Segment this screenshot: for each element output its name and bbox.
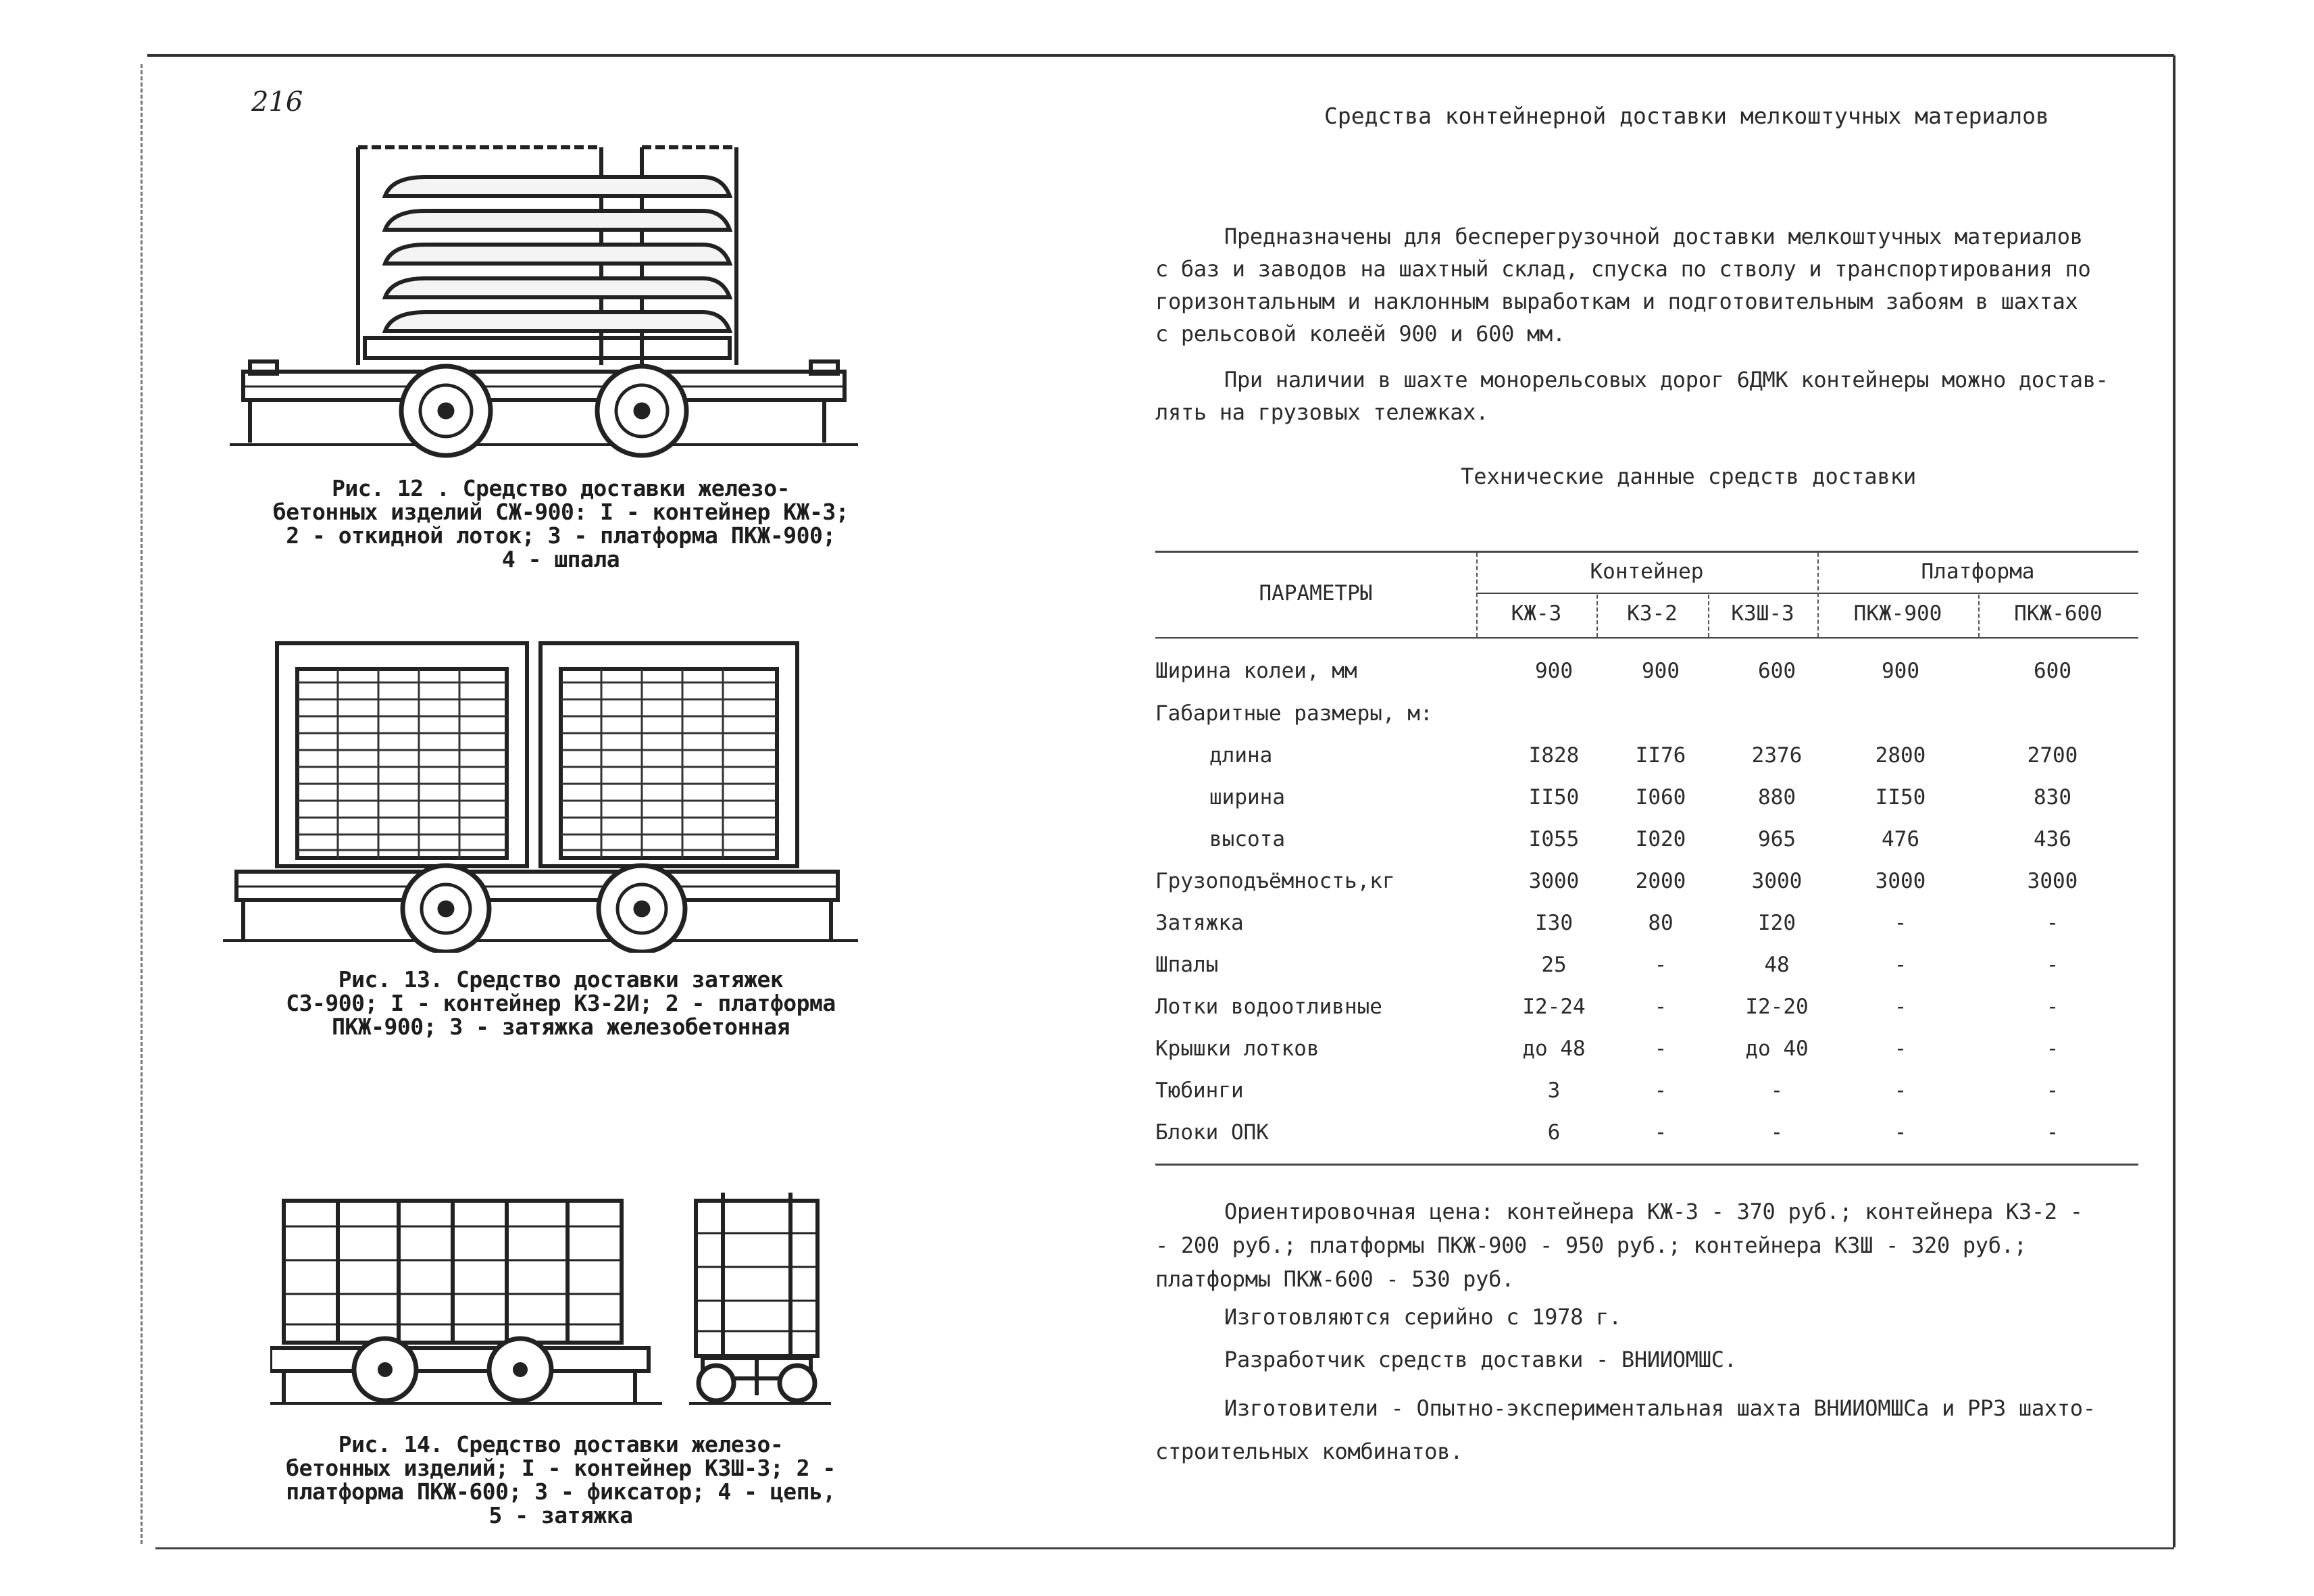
figure-13-caption-line-2: СЗ-900; I - контейнер КЗ-2И; 2 - платформа	[286, 990, 836, 1016]
table-cell: -	[2046, 911, 2059, 935]
table-row-label: Ширина колеи, мм	[1155, 659, 1357, 683]
developer-note	[1155, 1343, 2142, 1376]
table-cell: -	[1654, 1037, 1667, 1061]
price-line-1: Ориентировочная цена: контейнера КЖ-3 - 370 руб.; контейнера КЗ-2 -	[1224, 1199, 2083, 1224]
table-cell: -	[1770, 1078, 1784, 1103]
table-col-header-3: КЗШ-3	[1731, 601, 1794, 626]
table-row-label: Грузоподъёмность,кг	[1155, 869, 1395, 893]
serial-line: Изготовляются серийно с 1978 г.	[1224, 1304, 1621, 1330]
table-cell: 600	[2034, 659, 2071, 683]
figure-14-drawing	[270, 1193, 865, 1416]
table-cell: 80	[1648, 911, 1674, 935]
table-col-header-2: КЗ-2	[1627, 601, 1678, 626]
frame-right-border	[2173, 55, 2175, 1547]
table-row-label: Шпалы	[1155, 953, 1219, 977]
table-cell: -	[2046, 1120, 2059, 1145]
table-row-label: Крышки лотков	[1155, 1037, 1319, 1061]
table-cell: I020	[1635, 827, 1686, 851]
table-group-platform: Платформа	[1921, 559, 2035, 584]
table-cell: -	[1894, 1037, 1907, 1061]
figure-12-caption-line-2: бетонных изделий СЖ-900: I - контейнер КЖ-3;	[272, 499, 849, 525]
table-top-rule	[1155, 551, 2138, 553]
intro-p1-line-4: с рельсовой колеёй 900 и 600 мм.	[1155, 321, 1565, 347]
maker-line-1: Изготовители - Опытно-экспериментальная шахта ВНИИОМШСа и РРЗ шахто-	[1224, 1395, 2096, 1421]
table-cell: 3000	[2027, 869, 2078, 893]
table-cell: I2-24	[1522, 995, 1586, 1019]
table-cell: до 40	[1745, 1037, 1809, 1061]
table-cell: 436	[2034, 827, 2071, 851]
table-group-rule	[1476, 593, 2138, 594]
table-cell: 6	[1547, 1120, 1561, 1145]
table-cell: 965	[1758, 827, 1796, 851]
table-cell: -	[1654, 995, 1667, 1019]
table-cell: 2800	[1875, 743, 1926, 768]
serial-note	[1155, 1301, 2142, 1333]
table-cell: -	[1894, 1078, 1907, 1103]
table-row-label: высота	[1209, 827, 1285, 851]
figure-13-drawing	[223, 635, 872, 953]
table-cell: -	[1894, 911, 1907, 935]
table-cell: 900	[1882, 659, 1919, 683]
page-number: 216	[251, 86, 303, 118]
table-cell: 3	[1547, 1078, 1561, 1103]
price-paragraph	[1155, 1195, 2142, 1296]
table-cell: 476	[1882, 827, 1919, 851]
figure-14-caption-line-4: 5 - затяжка	[488, 1502, 633, 1528]
table-cell: -	[1654, 953, 1667, 977]
figure-14-caption	[257, 1432, 865, 1527]
intro-paragraph-1	[1155, 220, 2142, 350]
figure-12-caption-line-3: 2 - откидной лоток; 3 - платформа ПКЖ-900;	[286, 522, 836, 549]
figure-12-drawing	[223, 135, 872, 473]
table-cell: 48	[1764, 953, 1790, 977]
table-cell: -	[1770, 1120, 1784, 1145]
maker-paragraph	[1155, 1387, 2142, 1473]
table-cell: I30	[1535, 911, 1573, 935]
table-cell: -	[1894, 1120, 1907, 1145]
section-title: Средства контейнерной доставки мелкоштучных материалов	[1324, 103, 2049, 129]
frame-bottom-border	[155, 1547, 2174, 1549]
table-cell: I20	[1758, 911, 1796, 935]
table-cell: 2376	[1751, 743, 1803, 768]
frame-top-border	[147, 54, 2174, 57]
table-col-header-1: КЖ-3	[1511, 601, 1562, 626]
maker-line-2: строительных комбинатов.	[1155, 1439, 1463, 1464]
table-cell: 3000	[1528, 869, 1580, 893]
table-col-header-5: ПКЖ-600	[2014, 601, 2103, 626]
table-group-container: Контейнер	[1590, 559, 1704, 584]
table-cell: I055	[1528, 827, 1580, 851]
figure-14-caption-line-2: бетонных изделий; I - контейнер КЗШ-3; 2 -	[286, 1455, 836, 1481]
table-cell: I060	[1635, 785, 1686, 809]
table-param-header: ПАРАМЕТРЫ	[1259, 581, 1373, 605]
table-cell: 900	[1642, 659, 1680, 683]
intro-p2-line-2: лять на грузовых тележках.	[1155, 399, 1489, 425]
table-cell: 2700	[2027, 743, 2078, 768]
table-cell: -	[1654, 1078, 1667, 1103]
table-col-header-4: ПКЖ-900	[1853, 601, 1942, 626]
table-cell: 2000	[1635, 869, 1686, 893]
table-cell: -	[2046, 995, 2059, 1019]
table-cell: -	[1654, 1120, 1667, 1145]
table-row-label: Габаритные размеры, м:	[1155, 701, 1433, 726]
table-cell: 600	[1758, 659, 1796, 683]
figure-14-caption-line-3: платформа ПКЖ-600; 3 - фиксатор; 4 - цепь,	[286, 1478, 836, 1505]
table-cell: -	[2046, 953, 2059, 977]
table-cell: до 48	[1522, 1037, 1586, 1061]
price-line-2: - 200 руб.; платформы ПКЖ-900 - 950 руб.; контейнера КЗШ - 320 руб.;	[1155, 1232, 2027, 1258]
table-cell: -	[2046, 1037, 2059, 1061]
table-row-label: Блоки ОПК	[1155, 1120, 1269, 1145]
table-cell: I828	[1528, 743, 1580, 768]
intro-p1-line-3: горизонтальным и наклонным выработкам и подготовительным забоям в шахтах	[1155, 289, 2078, 314]
intro-p1-line-1: Предназначены для бесперегрузочной доставки мелкоштучных материалов	[1224, 224, 2083, 249]
table-cell: -	[1894, 995, 1907, 1019]
table-cell: II50	[1875, 785, 1926, 809]
figure-13-caption-line-3: ПКЖ-900; 3 - затяжка железобетонная	[332, 1014, 790, 1040]
figure-12-caption	[257, 476, 865, 571]
table-header-rule	[1155, 637, 2138, 639]
intro-paragraph-2	[1155, 364, 2142, 428]
table-cell: 3000	[1751, 869, 1803, 893]
table-cell: II50	[1528, 785, 1580, 809]
table-cell: 900	[1535, 659, 1573, 683]
figure-12-caption-line-1: Рис. 12 . Средство доставки железо-	[332, 475, 790, 501]
table-cell: 25	[1541, 953, 1567, 977]
table-cell: -	[1894, 953, 1907, 977]
table-row-label: ширина	[1209, 785, 1285, 809]
table-cell: 880	[1758, 785, 1796, 809]
table-bottom-rule	[1155, 1164, 2138, 1166]
table-cell: I2-20	[1745, 995, 1809, 1019]
table-row-label: Затяжка	[1155, 911, 1244, 935]
developer-line: Разработчик средств доставки - ВНИИОМШС.	[1224, 1347, 1737, 1372]
table-row-label: Тюбинги	[1155, 1078, 1244, 1103]
table-cell: -	[2046, 1078, 2059, 1103]
figure-13-caption-line-1: Рис. 13. Средство доставки затяжек	[338, 966, 784, 993]
table-row-label: Лотки водоотливные	[1155, 995, 1382, 1019]
table-title: Технические данные средств доставки	[1461, 464, 1917, 489]
table-cell: 3000	[1875, 869, 1926, 893]
intro-p1-line-2: с баз и заводов на шахтный склад, спуска по стволу и транспортирования по	[1155, 256, 2091, 282]
price-line-3: платформы ПКЖ-600 - 530 руб.	[1155, 1266, 1515, 1292]
figure-13-caption	[257, 968, 865, 1039]
table-row-label: длина	[1209, 743, 1273, 768]
frame-left-border	[141, 64, 143, 1544]
intro-p2-line-1: При наличии в шахте монорельсовых дорог 6ДМК контейнеры можно достав-	[1224, 367, 2109, 393]
figure-12-caption-line-4: 4 - шпала	[501, 546, 620, 572]
table-cell: II76	[1635, 743, 1686, 768]
figure-14-caption-line-1: Рис. 14. Средство доставки железо-	[338, 1431, 784, 1457]
table-cell: 830	[2034, 785, 2071, 809]
